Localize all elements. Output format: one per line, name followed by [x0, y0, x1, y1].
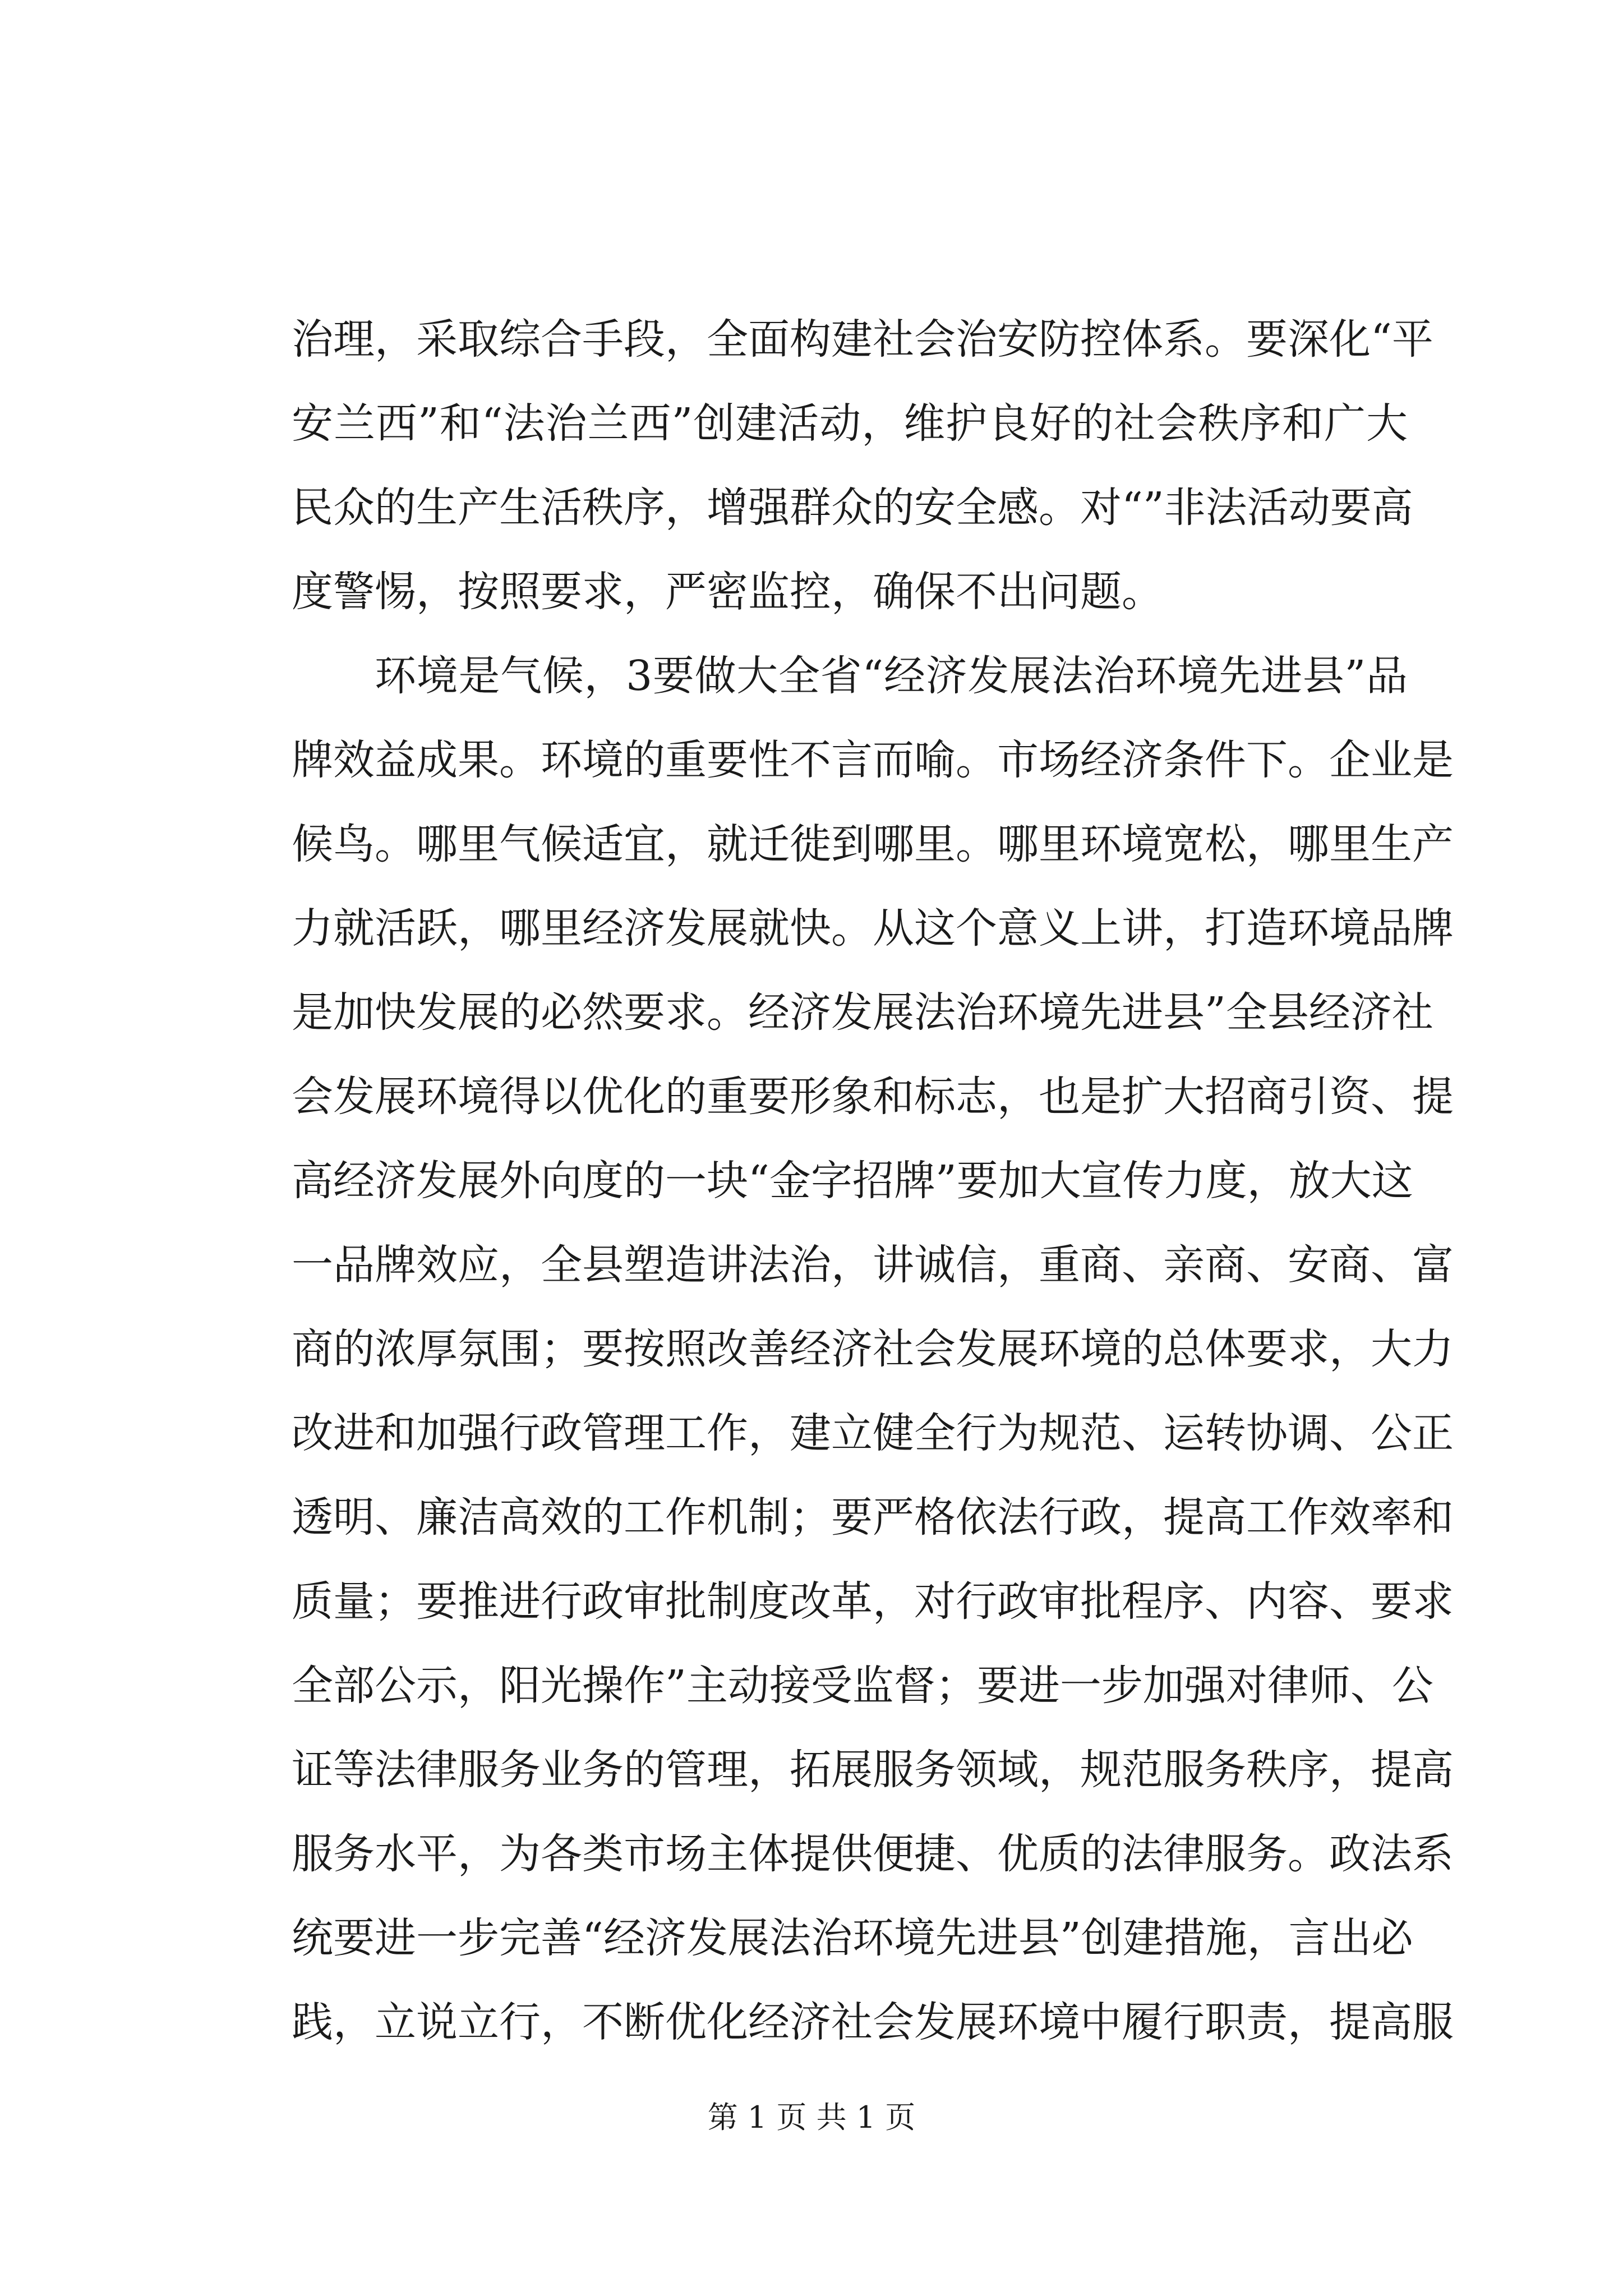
text-line: 改进和加强行政管理工作，建立健全行为规范、运转协调、公正	[292, 1409, 1454, 1457]
text-line: 牌效益成果。环境的重要性不言而喻。市场经济条件下。企业是	[292, 736, 1454, 784]
text-line: 会发展环境得以优化的重要形象和标志，也是扩大招商引资、提	[292, 1073, 1454, 1121]
text-line: 环境是气候，3要做大全省“经济发展法治环境先进县”品	[375, 652, 1408, 700]
page-number-footer: 第 1 页 共 1 页	[707, 2100, 916, 2135]
text-line: 安兰西”和“法治兰西”创建活动，维护良好的社会秩序和广大	[292, 399, 1408, 448]
text-line: 民众的生产生活秩序，增强群众的安全感。对“”非法活动要高	[292, 484, 1413, 532]
text-line: 服务水平，为各类市场主体提供便捷、优质的法律服务。政法系	[292, 1830, 1454, 1878]
text-line: 是加快发展的必然要求。经济发展法治环境先进县”全县经济社	[292, 988, 1433, 1037]
text-line: 全部公示，阳光操作”主动接受监督；要进一步加强对律师、公	[292, 1662, 1433, 1710]
text-line: 透明、廉洁高效的工作机制；要严格依法行政，提高工作效率和	[292, 1493, 1454, 1542]
text-line: 力就活跃，哪里经济发展就快。从这个意义上讲，打造环境品牌	[292, 904, 1454, 953]
text-line: 践，立说立行，不断优化经济社会发展环境中履行职责，提高服	[292, 1998, 1454, 2046]
text-line: 证等法律服务业务的管理，拓展服务领域，规范服务秩序，提高	[292, 1746, 1454, 1794]
text-line: 质量；要推进行政审批制度改革，对行政审批程序、内容、要求	[292, 1577, 1454, 1626]
text-line: 高经济发展外向度的一块“金字招牌”要加大宣传力度，放大这	[292, 1157, 1413, 1205]
text-line: 商的浓厚氛围；要按照改善经济社会发展环境的总体要求，大力	[292, 1325, 1454, 1373]
text-line: 候鸟。哪里气候适宜，就迁徙到哪里。哪里环境宽松，哪里生产	[292, 820, 1454, 868]
text-line: 统要进一步完善“经济发展法治环境先进县”创建措施，言出必	[292, 1914, 1413, 1962]
text-line: 一品牌效应，全县塑造讲法治，讲诚信，重商、亲商、安商、富	[292, 1241, 1454, 1289]
text-line: 治理，采取综合手段，全面构建社会治安防控体系。要深化“平	[292, 315, 1433, 364]
text-line: 度警惕，按照要求，严密监控，确保不出问题。	[292, 568, 1163, 616]
